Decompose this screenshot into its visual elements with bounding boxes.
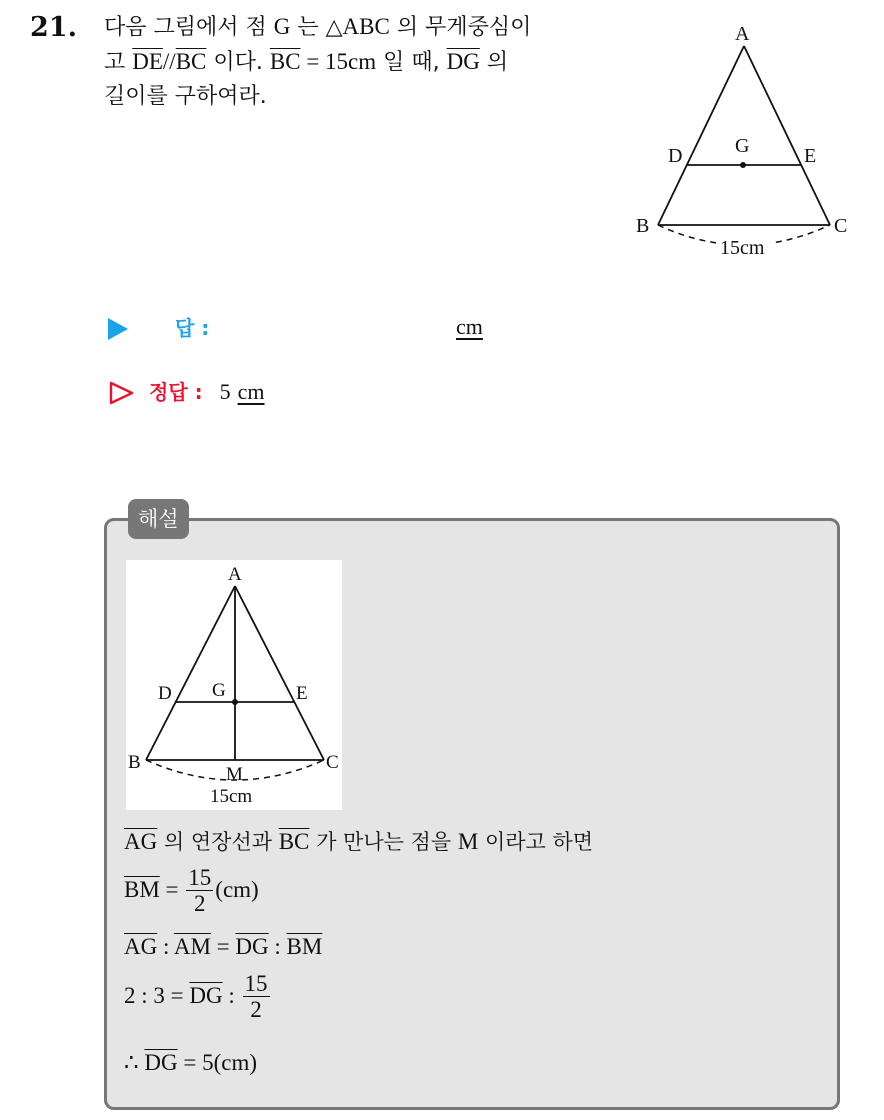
correct-answer-value: 5	[219, 379, 231, 404]
answer-label: 답 :	[175, 316, 210, 340]
solution-figure	[126, 560, 342, 810]
sol-label-m: M	[226, 764, 243, 785]
answer-row	[108, 312, 483, 341]
play-icon	[108, 318, 128, 340]
sol-label-b: B	[128, 752, 141, 773]
sol-label-g: G	[212, 680, 226, 701]
solution-line-5: ∴ $\overline{DG} = 5(cm)$	[124, 1050, 258, 1075]
correct-answer-unit: cm	[237, 379, 265, 404]
solution-line-2: $\overline{BM}$ = $\frac{15}{2}$ (cm)	[124, 865, 259, 916]
label-c: C	[834, 215, 848, 237]
label-e: E	[804, 145, 817, 167]
sol-base-length-label: 15cm	[210, 786, 253, 807]
question-line-1: 다음 그림에서 점 G 는 △ABC 의 무게중심이	[104, 14, 532, 40]
segment-de: $\overline{DE}$	[132, 49, 163, 74]
sol-label-d: D	[158, 683, 172, 704]
question-line-3: 길이를 구하여라.	[104, 84, 267, 109]
sol-label-a: A	[228, 564, 242, 585]
base-length-label: 15cm	[720, 237, 765, 259]
correct-answer-label: 정답 :	[149, 380, 203, 404]
label-g: G	[735, 135, 750, 157]
question-text	[104, 10, 624, 114]
triangle-figure	[628, 20, 858, 270]
segment-dg: $\overline{DG}$	[446, 49, 480, 74]
question-line-2: 고 $\overline{DE}//\overline{BC}$ 이다. $\overline{BC} = 15cm$ 일 때, $\overline{DG}$ 의	[104, 49, 509, 75]
solution-line-3: $\overline{AG}$ : $\overline{AM} = \overline{DG}$ : $\overline{BM}$	[124, 934, 323, 959]
label-d: D	[668, 145, 683, 167]
solution-line-1: $\overline{AG}$ 의 연장선과 $\overline{BC}$ 가 만나는 점을 M 이라고 하면	[124, 829, 594, 854]
solution-tag: 해설	[128, 499, 189, 539]
sol-label-e: E	[296, 683, 308, 704]
sol-label-c: C	[326, 752, 339, 773]
correct-answer-row	[108, 376, 265, 406]
solution-line-4: 2 : $3 = \overline{DG}$ : $\frac{15}{2}$	[124, 971, 268, 1022]
label-b: B	[636, 215, 650, 237]
segment-bc: $\overline{BC}$	[175, 49, 207, 74]
fraction: $\frac{15}{2}$	[244, 971, 268, 1022]
fraction: $\frac{15}{2}$	[188, 865, 212, 916]
play-outline-icon	[108, 380, 136, 406]
label-a: A	[735, 23, 750, 45]
answer-unit: cm	[456, 314, 483, 339]
question-number: 21.	[30, 12, 77, 43]
